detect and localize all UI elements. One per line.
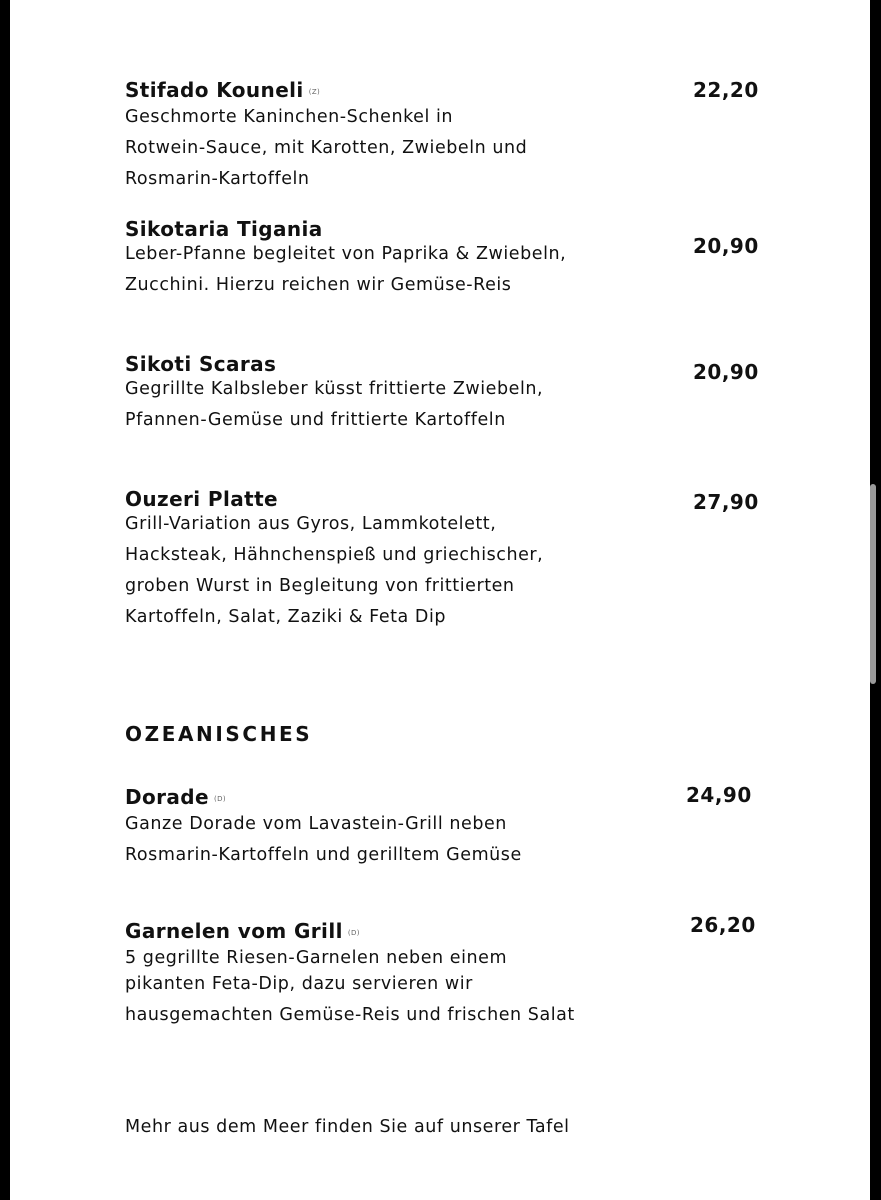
menu-item-garnelen-vom-grill [125,919,765,1031]
section-title: OZEANISCHES [125,722,313,746]
dish-price: 26,20 [690,913,756,937]
allergen-note: (Z) [308,87,321,96]
dish-price: 27,90 [693,490,759,514]
dish-description: 5 gegrillte Riesen-Garnelen neben einem pikanten Feta-Dip, dazu servieren wir hausgemachten Gemüse-Reis und frischen Salat [125,947,575,1025]
dish-price: 22,20 [693,78,759,102]
dish-price: 20,90 [693,360,759,384]
allergen-note: (D) [213,794,227,803]
dish-name: Ouzeri Platte [125,487,279,511]
dish-description: Grill-Variation aus Gyros, Lammkotelett, Hacksteak, Hähnchenspieß und griechischer, groben Wurst in Begleitung von frittierten Kartoffeln, Salat, Zaziki & Feta Dip [125,514,544,627]
menu-item-sikoti-scaras [125,352,765,436]
dish-name: Stifado Kouneli (Z) [125,78,321,102]
dish-description: Gegrillte Kalbsleber küsst frittierte Zwiebeln, Pfannen-Gemüse und frittierte Kartoffeln [125,379,544,430]
dish-description: Leber-Pfanne begleitet von Paprika & Zwiebeln, Zucchini. Hierzu reichen wir Gemüse-Reis [125,244,567,295]
dish-description: Geschmorte Kaninchen-Schenkel in Rotwein-Sauce, mit Karotten, Zwiebeln und Rosmarin-Kartoffeln [125,106,528,189]
menu-item-dorade [125,785,765,871]
scrollbar-thumb[interactable] [870,484,876,684]
menu-item-stifado-kouneli [125,78,765,195]
dish-name: Dorade (D) [125,785,227,809]
menu-item-sikotaria-tigania [125,217,765,301]
dish-name: Sikotaria Tigania [125,217,323,241]
menu-page [10,0,870,1200]
dish-price: 24,90 [686,783,752,807]
allergen-note: (D) [347,928,360,937]
dish-name: Sikoti Scaras [125,352,277,376]
dish-price: 20,90 [693,234,759,258]
dish-name: Garnelen vom Grill (D) [125,919,360,943]
dish-description: Ganze Dorade vom Lavastein-Grill neben Rosmarin-Kartoffeln und gerilltem Gemüse [125,813,522,865]
footer-note: Mehr aus dem Meer finden Sie auf unserer Tafel [125,1117,570,1137]
menu-item-ouzeri-platte [125,487,765,633]
